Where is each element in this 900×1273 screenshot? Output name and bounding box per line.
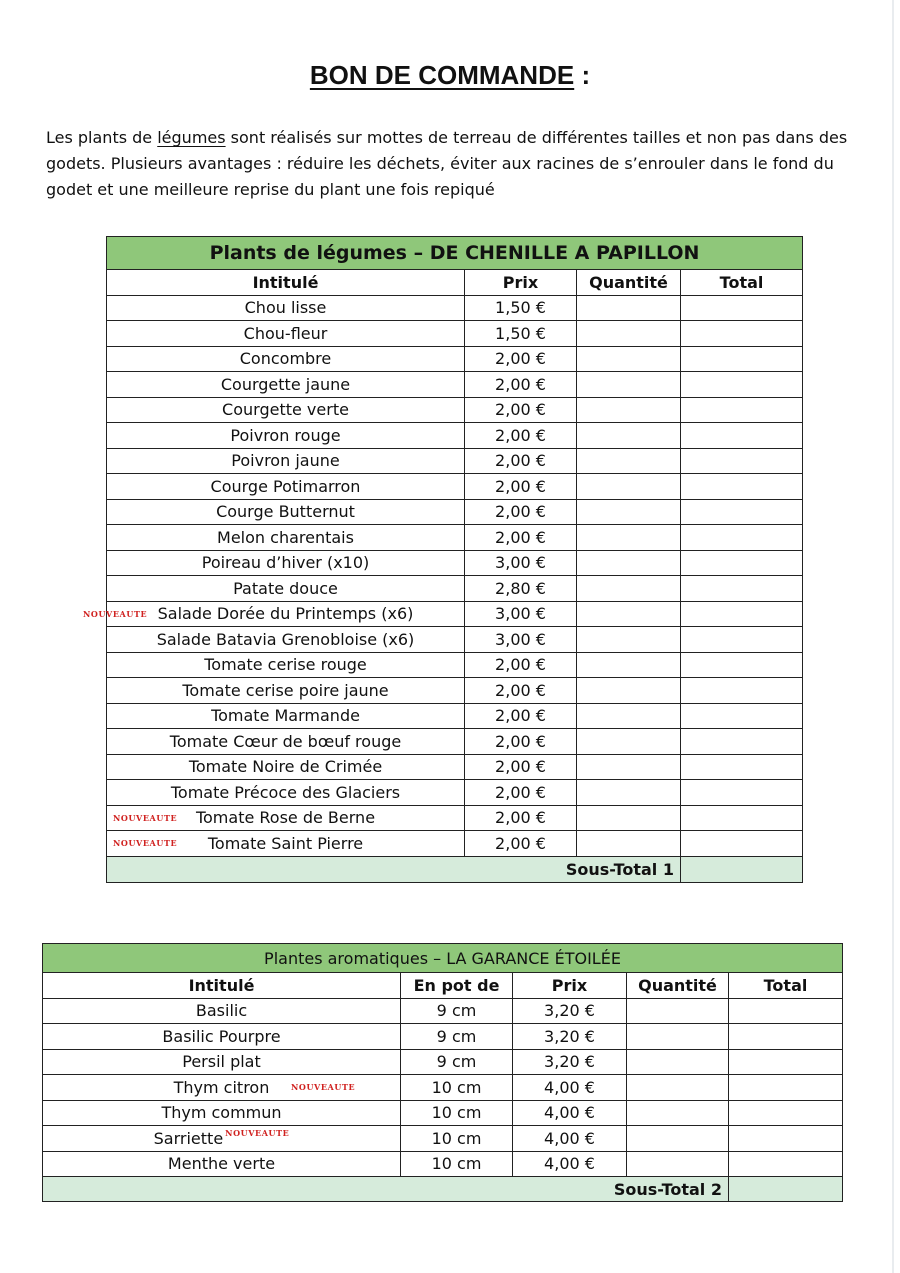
price-cell: 2,00 € (465, 372, 577, 398)
product-name: Tomate Marmande (211, 706, 360, 726)
price-cell: 3,20 € (513, 1049, 627, 1075)
pot-size-cell: 10 cm (401, 1151, 513, 1177)
quantity-cell[interactable] (577, 703, 681, 729)
quantity-cell[interactable] (577, 627, 681, 653)
product-name-cell (107, 805, 465, 831)
column-header-quantity: Quantité (577, 270, 681, 296)
new-product-badge: NOUVEAUTE (113, 812, 178, 823)
product-name: Poivron rouge (230, 425, 341, 445)
total-cell (681, 729, 803, 755)
herb-name: Persil plat (182, 1052, 261, 1072)
table-row (43, 1100, 843, 1126)
column-header-total: Total (681, 270, 803, 296)
intro-text-underlined: légumes (157, 128, 226, 147)
product-name: Tomate Précoce des Glaciers (170, 782, 401, 802)
product-name-cell (107, 729, 465, 755)
total-cell (681, 601, 803, 627)
quantity-cell[interactable] (577, 601, 681, 627)
quantity-cell[interactable] (627, 1075, 729, 1101)
product-name: Poivron jaune (231, 451, 340, 471)
subtotal-label: Sous-Total 1 (107, 856, 681, 882)
total-cell (681, 423, 803, 449)
new-product-badge: NOUVEAUTE (291, 1082, 356, 1093)
product-name-cell (107, 372, 465, 398)
subtotal-row (107, 856, 803, 882)
quantity-cell[interactable] (577, 831, 681, 857)
price-cell: 1,50 € (465, 321, 577, 347)
table-row (107, 627, 803, 653)
product-name-cell (107, 346, 465, 372)
new-product-badge: NOUVEAUTE (225, 1127, 290, 1138)
price-cell: 2,00 € (465, 729, 577, 755)
column-header-price: Prix (513, 973, 627, 999)
subtotal-row (43, 1177, 843, 1202)
total-cell (681, 448, 803, 474)
page-title-suffix: : (574, 60, 591, 90)
total-cell (681, 474, 803, 500)
quantity-cell[interactable] (627, 1100, 729, 1126)
quantity-cell[interactable] (577, 321, 681, 347)
table-row (107, 295, 803, 321)
total-cell (681, 652, 803, 678)
price-cell: 2,00 € (465, 397, 577, 423)
product-name-cell (107, 423, 465, 449)
herb-name-cell (43, 1075, 401, 1101)
herb-name-cell (43, 1151, 401, 1177)
table-row (107, 805, 803, 831)
total-cell (729, 1100, 843, 1126)
column-header-total: Total (729, 973, 843, 999)
intro-paragraph (46, 125, 876, 203)
table-row (107, 397, 803, 423)
table-row (107, 499, 803, 525)
total-cell (681, 525, 803, 551)
pot-size-cell: 10 cm (401, 1100, 513, 1126)
total-cell (729, 1049, 843, 1075)
total-cell (681, 499, 803, 525)
table-row (43, 1049, 843, 1075)
table-row (107, 550, 803, 576)
price-cell: 2,00 € (465, 678, 577, 704)
product-name: Courge Potimarron (210, 476, 361, 496)
product-name: Tomate Cœur de bœuf rouge (169, 731, 402, 751)
product-name-cell (107, 499, 465, 525)
table-row (107, 601, 803, 627)
product-name: Chou lisse (244, 298, 327, 318)
column-header-name: Intitulé (107, 270, 465, 296)
vegetables-table-title: Plants de légumes – DE CHENILLE A PAPILLON (107, 237, 803, 270)
price-cell: 2,00 € (465, 780, 577, 806)
product-name: Tomate cerise rouge (204, 655, 367, 675)
quantity-cell[interactable] (577, 678, 681, 704)
quantity-cell[interactable] (577, 652, 681, 678)
table-row (107, 780, 803, 806)
product-name-cell (107, 678, 465, 704)
product-name-cell (107, 652, 465, 678)
column-header-name: Intitulé (43, 973, 401, 999)
quantity-cell[interactable] (577, 754, 681, 780)
table-row (107, 678, 803, 704)
quantity-cell[interactable] (577, 474, 681, 500)
quantity-cell[interactable] (577, 780, 681, 806)
product-name: Courgette verte (222, 400, 349, 420)
quantity-cell[interactable] (627, 1049, 729, 1075)
product-name-cell (107, 525, 465, 551)
total-cell (681, 576, 803, 602)
price-cell: 2,80 € (465, 576, 577, 602)
vegetables-order-table (83, 236, 803, 883)
product-name-cell (107, 576, 465, 602)
price-cell: 2,00 € (465, 346, 577, 372)
quantity-cell[interactable] (627, 998, 729, 1024)
product-name-cell (107, 295, 465, 321)
quantity-cell[interactable] (577, 525, 681, 551)
total-cell (729, 1151, 843, 1177)
page-title-text: BON DE COMMANDE (309, 60, 575, 90)
herb-name: Basilic Pourpre (162, 1026, 281, 1046)
price-cell: 4,00 € (513, 1100, 627, 1126)
table-row (107, 474, 803, 500)
total-cell (729, 1126, 843, 1152)
table-row (107, 346, 803, 372)
table-row (107, 754, 803, 780)
table-row (107, 321, 803, 347)
table-row (107, 372, 803, 398)
total-cell (681, 550, 803, 576)
quantity-cell[interactable] (577, 805, 681, 831)
table-row (107, 703, 803, 729)
total-cell (681, 805, 803, 831)
product-name: Tomate Rose de Berne (195, 808, 376, 828)
herb-name: Basilic (195, 1001, 248, 1021)
price-cell: 3,00 € (465, 601, 577, 627)
total-cell (681, 831, 803, 857)
product-name-cell (107, 754, 465, 780)
quantity-cell[interactable] (627, 1024, 729, 1050)
product-name: Melon charentais (217, 527, 354, 547)
price-cell: 2,00 € (465, 448, 577, 474)
table-row (107, 576, 803, 602)
price-cell: 4,00 € (513, 1075, 627, 1101)
quantity-cell[interactable] (577, 576, 681, 602)
pot-size-cell: 9 cm (401, 1024, 513, 1050)
total-cell (729, 998, 843, 1024)
product-name-cell (107, 831, 465, 857)
herb-name-cell (43, 1100, 401, 1126)
quantity-cell[interactable] (627, 1151, 729, 1177)
subtotal-label: Sous-Total 2 (43, 1177, 729, 1202)
table-row (43, 1151, 843, 1177)
product-name-cell (83, 601, 465, 627)
table-row (107, 423, 803, 449)
product-name: Courge Butternut (216, 502, 355, 522)
table-row (107, 729, 803, 755)
product-name-cell (107, 397, 465, 423)
table-row (107, 831, 803, 857)
total-cell (681, 321, 803, 347)
quantity-cell[interactable] (577, 346, 681, 372)
total-cell (681, 678, 803, 704)
herb-name: Menthe verte (167, 1154, 276, 1174)
total-cell (681, 780, 803, 806)
total-cell (729, 1075, 843, 1101)
price-cell: 4,00 € (513, 1151, 627, 1177)
total-cell (729, 1024, 843, 1050)
product-name-cell (107, 703, 465, 729)
quantity-cell[interactable] (577, 295, 681, 321)
product-name: Chou-fleur (243, 323, 328, 343)
pot-size-cell: 10 cm (401, 1126, 513, 1152)
quantity-cell[interactable] (577, 499, 681, 525)
table-row (107, 448, 803, 474)
total-cell (681, 372, 803, 398)
herb-name: Sarriette (153, 1128, 224, 1148)
column-header-quantity: Quantité (627, 973, 729, 999)
column-header-pot-size: En pot de (401, 973, 513, 999)
product-name: Patate douce (233, 578, 338, 598)
herb-name-cell (43, 998, 401, 1024)
product-name: Courgette jaune (220, 374, 351, 394)
product-name: Tomate Saint Pierre (207, 833, 364, 853)
intro-text-before: Les plants de (46, 128, 158, 147)
product-name-cell (107, 780, 465, 806)
price-cell: 2,00 € (465, 423, 577, 449)
price-cell: 1,50 € (465, 295, 577, 321)
product-name-cell (107, 321, 465, 347)
herbs-table-title: Plantes aromatiques – LA GARANCE ÉTOILÉE (43, 944, 843, 973)
price-cell: 3,20 € (513, 1024, 627, 1050)
price-cell: 2,00 € (465, 652, 577, 678)
product-name: Concombre (239, 349, 332, 369)
pot-size-cell: 10 cm (401, 1075, 513, 1101)
product-name: Salade Batavia Grenobloise (x6) (156, 629, 415, 649)
total-cell (681, 397, 803, 423)
total-cell (681, 627, 803, 653)
pot-size-cell: 9 cm (401, 998, 513, 1024)
column-header-price: Prix (465, 270, 577, 296)
product-name-cell (107, 474, 465, 500)
herb-name-cell (43, 1049, 401, 1075)
product-name-cell (107, 627, 465, 653)
total-cell (681, 346, 803, 372)
quantity-cell[interactable] (577, 550, 681, 576)
quantity-cell[interactable] (627, 1126, 729, 1152)
herb-name: Thym commun (161, 1103, 282, 1123)
product-name: Tomate cerise poire jaune (182, 680, 389, 700)
table-row (43, 1075, 843, 1101)
table-row (43, 1126, 843, 1152)
product-name: Poireau d’hiver (x10) (201, 553, 370, 573)
price-cell: 3,20 € (513, 998, 627, 1024)
herb-name: Thym citron (173, 1077, 270, 1097)
herb-name-cell (43, 1024, 401, 1050)
quantity-cell[interactable] (577, 448, 681, 474)
subtotal-value-cell[interactable] (681, 856, 803, 882)
price-cell: 2,00 € (465, 754, 577, 780)
price-cell: 2,00 € (465, 474, 577, 500)
total-cell (681, 295, 803, 321)
page-title (0, 60, 900, 91)
product-name-cell (107, 550, 465, 576)
pot-size-cell: 9 cm (401, 1049, 513, 1075)
herbs-order-table (42, 943, 843, 1202)
quantity-cell[interactable] (577, 397, 681, 423)
price-cell: 2,00 € (465, 805, 577, 831)
table-row (43, 998, 843, 1024)
intro-text-after: sont réalisés sur mottes de terreau de différentes tailles et non pas dans des godets. Plusieurs avantages : réduire les déchets, éviter aux racines de s’enrouler dans le fond du godet et une meilleure reprise du plant une fois repiqué (46, 128, 848, 199)
new-product-badge: NOUVEAUTE (83, 608, 148, 619)
total-cell (681, 703, 803, 729)
price-cell: 3,00 € (465, 627, 577, 653)
herb-name-cell (43, 1126, 401, 1152)
page-edge-divider (892, 0, 894, 1273)
quantity-cell[interactable] (577, 423, 681, 449)
quantity-cell[interactable] (577, 372, 681, 398)
product-name: Salade Dorée du Printemps (x6) (157, 604, 414, 624)
product-name: Tomate Noire de Crimée (188, 757, 383, 777)
price-cell: 2,00 € (465, 499, 577, 525)
price-cell: 2,00 € (465, 525, 577, 551)
price-cell: 2,00 € (465, 831, 577, 857)
table-row (107, 525, 803, 551)
price-cell: 3,00 € (465, 550, 577, 576)
price-cell: 2,00 € (465, 703, 577, 729)
new-product-badge: NOUVEAUTE (113, 838, 178, 849)
subtotal-value-cell[interactable] (729, 1177, 843, 1202)
table-row (43, 1024, 843, 1050)
price-cell: 4,00 € (513, 1126, 627, 1152)
quantity-cell[interactable] (577, 729, 681, 755)
table-row (107, 652, 803, 678)
product-name-cell (107, 448, 465, 474)
total-cell (681, 754, 803, 780)
